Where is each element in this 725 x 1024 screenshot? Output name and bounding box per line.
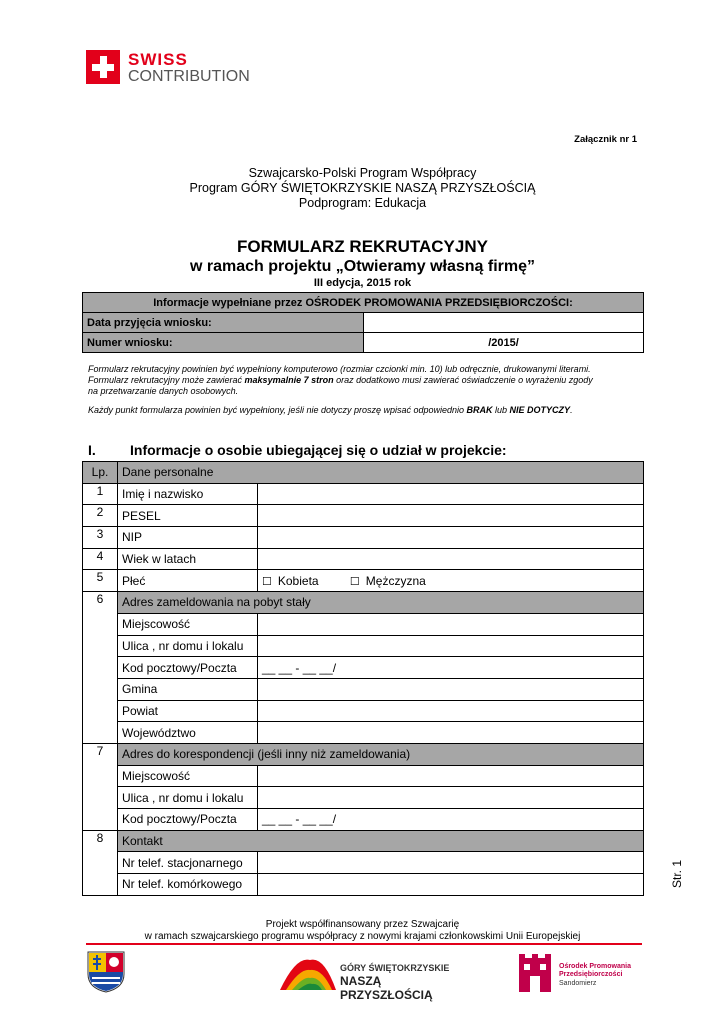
program-line-1: Szwajcarsko-Polski Program Współpracy xyxy=(248,166,477,180)
commune-field[interactable] xyxy=(258,678,644,700)
county-label: Powiat xyxy=(118,700,258,722)
nip-label: NIP xyxy=(118,527,258,549)
city-field[interactable] xyxy=(258,613,644,635)
note-line-1: Formularz rekrutacyjny powinien być wypełniony komputerowo (rozmiar czcionki min. 10) lub odręcznie, drukowanymi literami. xyxy=(88,364,591,374)
table-row: 2 PESEL xyxy=(83,505,644,527)
footer-divider xyxy=(86,943,642,945)
age-label: Wiek w latach xyxy=(118,548,258,570)
county-field[interactable] xyxy=(258,700,644,722)
gender-label: Płeć xyxy=(118,570,258,592)
corr-postal-label: Kod pocztowy/Poczta xyxy=(118,809,258,831)
form-edition: III edycja, 2015 rok xyxy=(313,277,412,289)
section-1-title: I. Informacje o osobie ubiegającej się o udział w projekcie: xyxy=(88,442,507,458)
corr-city-field[interactable] xyxy=(258,765,644,787)
postal-field[interactable]: __ __ - __ __/ xyxy=(258,657,644,679)
voivodeship-label: Województwo xyxy=(118,722,258,744)
city-label: Miejscowość xyxy=(118,613,258,635)
note-line-3: na przetwarzanie danych osobowych. xyxy=(88,386,239,396)
form-title: FORMULARZ REKRUTACYJNY xyxy=(237,237,488,256)
pesel-label: PESEL xyxy=(118,505,258,527)
table-row: 4 Wiek w latach xyxy=(83,548,644,570)
ospp-sandomierz-logo xyxy=(515,950,645,995)
date-received-label: Data przyjęcia wniosku: xyxy=(83,313,364,333)
office-header: Informacje wypełniane przez OŚRODEK PROMOWANIA PRZEDSIĘBIORCZOŚCI: xyxy=(83,293,644,313)
gory-swietokrzyskie-logo xyxy=(278,950,468,1002)
program-line-3: Podprogram: Edukacja xyxy=(298,196,427,210)
corr-postal-field[interactable]: __ __ - __ __/ xyxy=(258,809,644,831)
personal-data-table: Lp. Dane personalne 1 Imię i nazwisko 2 PESEL 3 NIP 4 Wiek w latach 5 Płeć ☐ Kobieta ☐ Mężczyzna 6 Adres zameldowania na pobyt stały Miejscowość Ulica , nr domu i lokalu Kod pocztowy/Poczta __ __ - __ __/ Gmina Powiat Województwo 7 Adres do korespondencji (jeśli inny niż zameldowania) Miejscowość Ulica , nr domu i lokalu Kod pocztowy/Poczta __ __ - __ __/ 8 Kontakt Nr telef. stacjonarnego Nr telef. komórkowego xyxy=(82,461,644,896)
landline-field[interactable] xyxy=(258,852,644,874)
corr-street-field[interactable] xyxy=(258,787,644,809)
registered-address-header: Adres zameldowania na pobyt stały xyxy=(118,592,644,614)
table-row: 5 Płeć ☐ Kobieta ☐ Mężczyzna xyxy=(83,570,644,592)
ospp-logo-text: Ośrodek Promowania Przedsiębiorczości xyxy=(559,963,631,978)
personal-data-header: Dane personalne xyxy=(118,462,644,484)
mobile-field[interactable] xyxy=(258,874,644,896)
male-label: Mężczyzna xyxy=(365,573,426,588)
lp-header: Lp. xyxy=(83,462,118,484)
footer-line-1: Projekt współfinansowany przez Szwajcarię xyxy=(265,919,460,930)
ospp-logo-city: Sandomierz xyxy=(559,980,597,987)
page-number: Str. 1 xyxy=(670,859,684,888)
coat-of-arms-icon xyxy=(86,950,126,994)
gender-options xyxy=(258,570,644,592)
castle-icon xyxy=(515,950,555,995)
fill-instruction: Każdy punkt formularza powinien być wypełniony, jeśli nie dotyczy proszę wpisać odpowiednio BRAK lub NIE DOTYCZY. xyxy=(88,405,573,415)
swiss-cross-icon xyxy=(86,50,120,84)
application-number-label: Numer wniosku: xyxy=(83,333,364,353)
male-checkbox[interactable]: ☐ xyxy=(349,575,360,588)
postal-label: Kod pocztowy/Poczta xyxy=(118,657,258,679)
note-line-2: Formularz rekrutacyjny może zawierać maksymalnie 7 stron oraz dodatkowo musi zawierać oświadczenie o wyrażeniu zgody xyxy=(88,375,593,385)
mountains-logo-line-2: NASZĄ PRZYSZŁOŚCIĄ xyxy=(340,974,433,1002)
form-instructions xyxy=(88,364,648,397)
landline-label: Nr telef. stacjonarnego xyxy=(118,852,258,874)
logo-line-2: CONTRIBUTION xyxy=(128,68,250,85)
corr-street-label: Ulica , nr domu i lokalu xyxy=(118,787,258,809)
mountains-icon xyxy=(278,950,338,995)
swiss-contribution-logo xyxy=(86,50,256,90)
logo-line-1: SWISS xyxy=(128,50,188,69)
table-row: 3 NIP xyxy=(83,527,644,549)
contact-header: Kontakt xyxy=(118,830,644,852)
application-number-field[interactable]: /2015/ xyxy=(364,333,644,353)
age-field[interactable] xyxy=(258,548,644,570)
correspondence-address-header: Adres do korespondencji (jeśli inny niż zameldowania) xyxy=(118,743,644,765)
program-line-2: Program GÓRY ŚWIĘTOKRZYSKIE NASZĄ PRZYSZŁOŚCIĄ xyxy=(189,181,536,195)
female-label: Kobieta xyxy=(277,573,319,588)
attachment-label: Załącznik nr 1 xyxy=(574,134,637,145)
name-label: Imię i nazwisko xyxy=(118,483,258,505)
footer-line-2: w ramach szwajcarskiego programu współpracy z nowymi krajami członkowskimi Unii Europejskiej xyxy=(144,931,581,942)
office-info-table xyxy=(82,292,644,353)
commune-label: Gmina xyxy=(118,678,258,700)
table-row: 1 Imię i nazwisko xyxy=(83,483,644,505)
pesel-field[interactable] xyxy=(258,505,644,527)
mountains-logo-line-1: GÓRY ŚWIĘTOKRZYSKIE xyxy=(340,963,450,973)
corr-city-label: Miejscowość xyxy=(118,765,258,787)
street-label: Ulica , nr domu i lokalu xyxy=(118,635,258,657)
voivodeship-field[interactable] xyxy=(258,722,644,744)
nip-field[interactable] xyxy=(258,527,644,549)
female-checkbox[interactable]: ☐ xyxy=(262,575,272,588)
name-field[interactable] xyxy=(258,483,644,505)
mobile-label: Nr telef. komórkowego xyxy=(118,874,258,896)
form-subtitle: w ramach projektu „Otwieramy własną firmę” xyxy=(189,258,535,275)
street-field[interactable] xyxy=(258,635,644,657)
date-received-field[interactable] xyxy=(364,313,644,333)
